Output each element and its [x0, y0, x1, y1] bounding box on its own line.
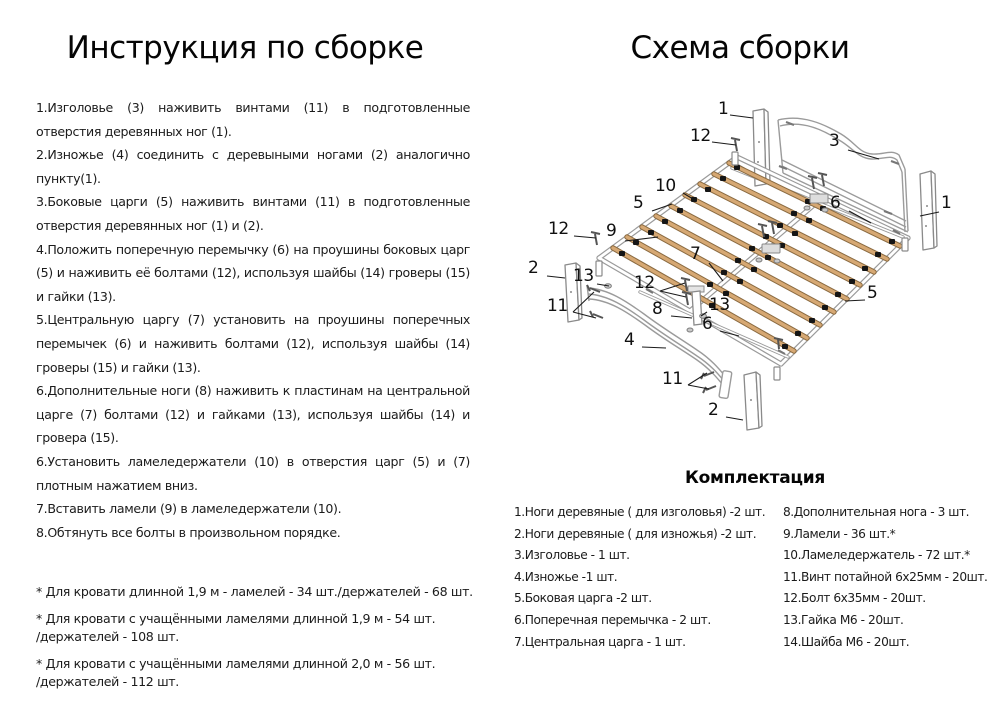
instruction-step: 1.Изголовье (3) наживить винтами (11) в подготовленные отверстия деревянных ног (1).: [36, 100, 470, 139]
diagram-label: 7: [690, 244, 701, 264]
diagram-label: 1: [718, 99, 729, 119]
diagram-label: 11: [547, 296, 568, 316]
kit-item: 11.Винт потайной 6х25мм - 20шт.: [783, 569, 988, 584]
diagram-label: 13: [709, 295, 730, 315]
diagram-label: 3: [829, 131, 840, 151]
instruction-step: 7.Вставить ламели (9) в ламеледержатели (10).: [36, 501, 342, 517]
instruction-steps: [36, 96, 470, 544]
kit-list-left: [514, 502, 765, 653]
instruction-step: 8.Обтянуть все болты в произвольном порядке.: [36, 524, 341, 540]
kit-item: 5.Боковая царга -2 шт.: [514, 591, 652, 606]
diagram-label: 11: [662, 369, 683, 389]
frame-rails-fill: [599, 157, 908, 364]
diagram-label: 8: [652, 299, 663, 319]
footnote-line: * Для кровати длинной 1,9 м - ламелей - 34 шт./держателей - 68 шт.: [36, 584, 473, 599]
kit-item: 8.Дополнительная нога - 3 шт.: [783, 505, 970, 519]
footnote-line: * Для кровати с учащёнными ламелями длинной 1,9 м - 54 шт.: [36, 610, 436, 626]
diagram-label: 4: [624, 330, 635, 350]
kit-item: 10.Ламеледержатель - 72 шт.*: [783, 548, 970, 563]
kit-item: 13.Гайка М6 - 20шт.: [783, 612, 904, 627]
kit-item: 6.Поперечная перемычка - 2 шт.: [514, 612, 711, 627]
kit-item: 12.Болт 6х35мм - 20шт.: [783, 591, 926, 606]
instruction-step: 5.Центральную царгу (7) установить на проушины поперечных перемычек (6) и наживить болтами (12), используя шайбы (14) гроверы (15) и гайки (13).: [36, 312, 470, 375]
footnote: [36, 655, 486, 692]
kit-item: 9.Ламели - 36 шт.*: [783, 526, 896, 541]
diagram-label: 2: [708, 400, 719, 420]
frame-rails-outline: [599, 157, 908, 364]
diagram-label: 12: [548, 219, 569, 239]
instruction-step: 6.Дополнительные ноги (8) наживить к пластинам на центральной царге (7) болтами (12) и гайками (13), используя шайбы (14) и гровера (15).: [36, 383, 470, 446]
footnote-line: * Для кровати с учащёнными ламелями длинной 2,0 м - 56 шт.: [36, 655, 436, 671]
kit-item: 14.Шайба М6 - 20шт.: [783, 634, 910, 649]
instruction-step: 3.Боковые царги (5) наживить винтами (11) в подготовленные отверстия деревянных ног (1) и (2).: [36, 194, 470, 233]
footnote: [36, 583, 486, 602]
diagram-label: 2: [528, 258, 539, 278]
instruction-step: 4.Положить поперечную перемычку (6) на проушины боковых царг (5) и наживить её болтами (12), используя шайбы (14) гроверы (15) и гайки (13).: [36, 241, 470, 304]
instruction-step: 6.Установить ламеледержатели (10) в отверстия царг (5) и (7) плотным нажатием вниз.: [36, 453, 470, 493]
diagram-label: 6: [830, 193, 841, 213]
kit-item: 4.Изножье -1 шт.: [514, 569, 618, 584]
diagram-label: 1: [941, 193, 952, 213]
right-page-title: Схема сборки: [630, 30, 850, 66]
diagram-label: 9: [606, 221, 617, 241]
kit-item: 7.Центральная царга - 1 шт.: [514, 634, 686, 649]
diagram-label: 6: [702, 314, 713, 334]
diagram-label: 5: [867, 283, 878, 303]
diagram-label: 12: [634, 273, 655, 293]
footnote-line: /держателей - 108 шт.: [36, 629, 179, 644]
kit-heading: Комплектация: [685, 468, 825, 488]
diagram-label: 12: [690, 126, 711, 146]
diagram-label: 10: [655, 176, 676, 196]
footnote-line: /держателей - 112 шт.: [36, 674, 179, 689]
footnotes: [36, 583, 486, 700]
kit-item: 1.Ноги деревяные ( для изголовья) -2 шт.: [514, 505, 766, 519]
instruction-step: 2.Изножье (4) соединить с деревыными ногами (2) аналогично пункту(1).: [36, 147, 470, 186]
footnote: [36, 610, 486, 647]
kit-item: 3.Изголовье - 1 шт.: [514, 548, 630, 563]
diagram-label: 5: [633, 193, 644, 213]
kit-list-right: [783, 502, 987, 653]
left-page-title: Инструкция по сборке: [66, 30, 424, 66]
diagram-label: 13: [573, 266, 594, 286]
kit-item: 2.Ноги деревяные ( для изножья) -2 шт.: [514, 526, 757, 541]
